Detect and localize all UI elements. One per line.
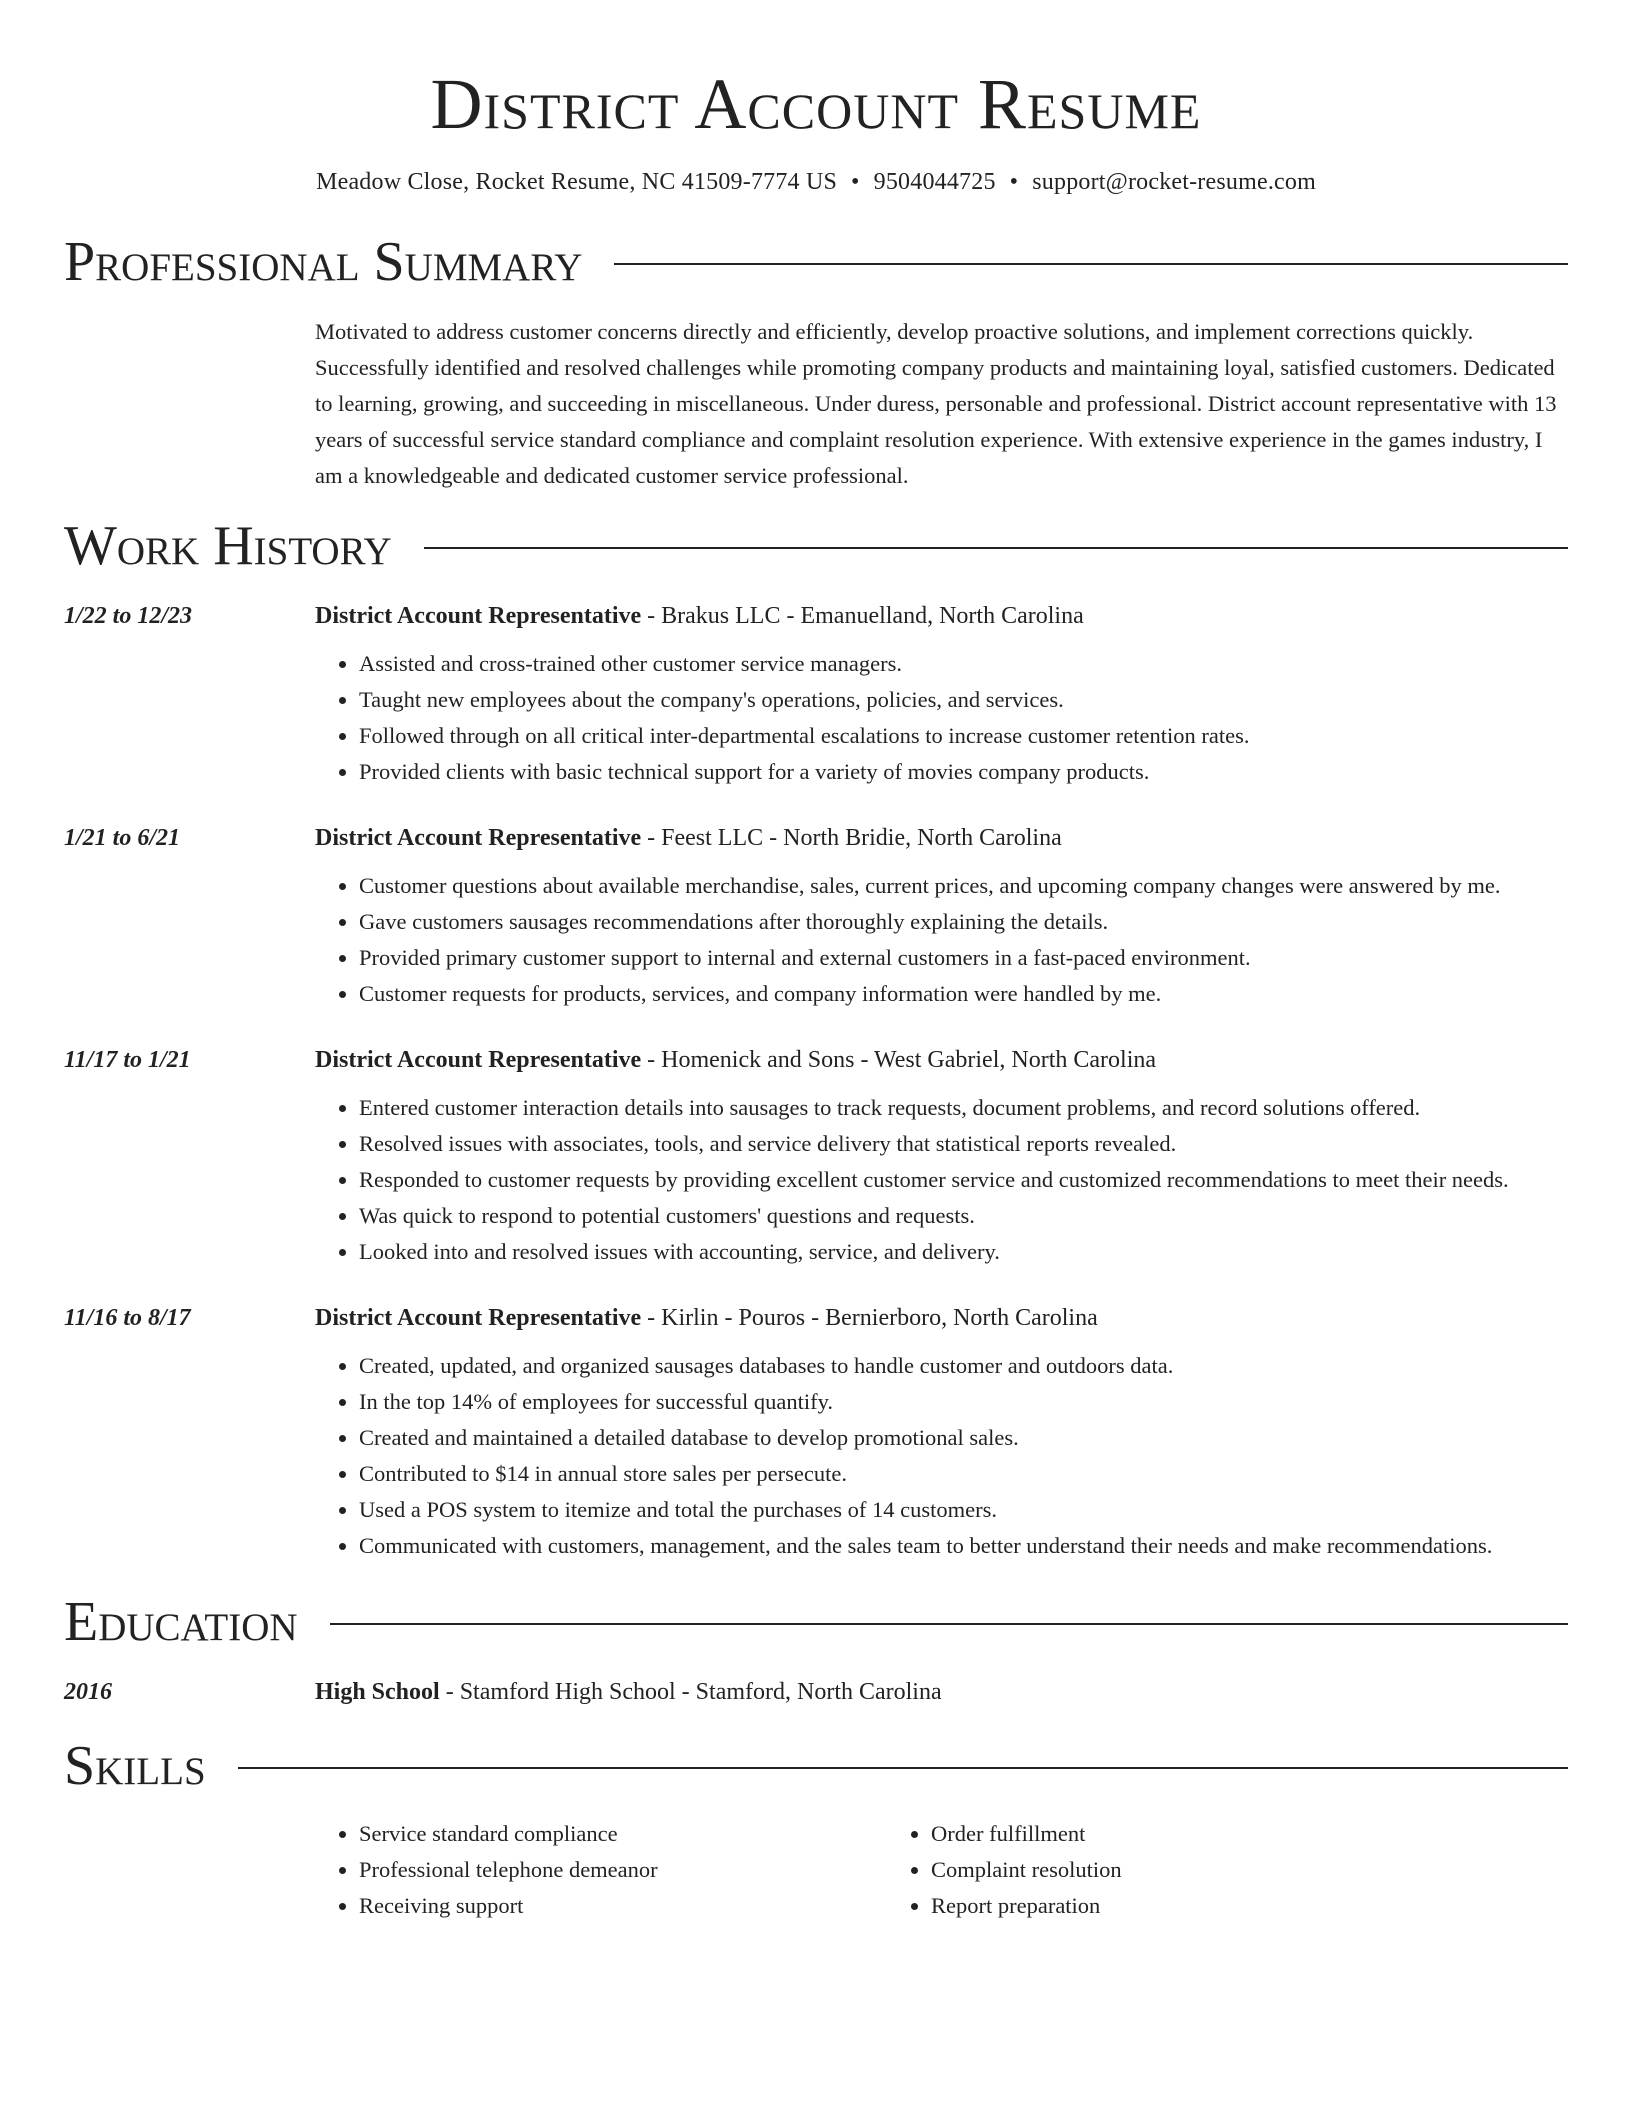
education-heading: Education (64, 1591, 298, 1653)
contact-phone: 9504044725 (873, 169, 996, 195)
list-item: • Entered customer interaction details into sausages to track requests, document problems, and record solutions offered. (359, 1090, 1568, 1126)
job-date: 11/16 to 8/17 (64, 1305, 191, 1331)
education-degree: High School (315, 1679, 440, 1705)
contact-address: Meadow Close, Rocket Resume, NC 41509-7774 US (316, 169, 838, 195)
work-section-header (64, 514, 1568, 578)
contact-separator: • (851, 169, 860, 195)
list-item: • Looked into and resolved issues with accounting, service, and delivery. (359, 1234, 1568, 1270)
job-date: 1/22 to 12/23 (64, 603, 193, 629)
page-title: District Account Resume (430, 64, 1202, 144)
list-item: • Used a POS system to itemize and total the purchases of 14 customers. (359, 1492, 1568, 1528)
list-item: • Created, updated, and organized sausages databases to handle customer and outdoors data. (359, 1348, 1568, 1384)
list-item: • Resolved issues with associates, tools, and service delivery that statistical reports revealed. (359, 1126, 1568, 1162)
skill-item: • Service standard compliance (359, 1816, 887, 1852)
job-heading (315, 600, 1568, 632)
summary-section-header (64, 230, 1568, 294)
job-entry (64, 1044, 1568, 1270)
skills-column-right (887, 1816, 1459, 1924)
list-item: • In the top 14% of employees for successful quantify. (359, 1384, 1568, 1420)
job-bullets (315, 1348, 1568, 1564)
contact-line (64, 166, 1568, 198)
list-item: • Provided clients with basic technical support for a variety of movies company products. (359, 754, 1568, 790)
job-title: District Account Representative (315, 825, 642, 851)
list-item: • Created and maintained a detailed database to develop promotional sales. (359, 1420, 1568, 1456)
skills-heading: Skills (64, 1735, 206, 1797)
list-item: • Provided primary customer support to internal and external customers in a fast-paced environment. (359, 940, 1568, 976)
summary-heading: Professional Summary (64, 231, 583, 293)
job-company: - Feest LLC - North Bridie, North Carolina (641, 825, 1062, 851)
list-item: • Contributed to $14 in annual store sales per persecute. (359, 1456, 1568, 1492)
job-company: - Brakus LLC - Emanuelland, North Carolina (641, 603, 1084, 629)
job-title: District Account Representative (315, 603, 642, 629)
job-company: - Homenick and Sons - West Gabriel, North Carolina (641, 1047, 1157, 1073)
job-entry (64, 822, 1568, 1012)
list-item: • Responded to customer requests by providing excellent customer service and customized recommendations to meet their needs. (359, 1162, 1568, 1198)
contact-email: support@rocket-resume.com (1032, 169, 1316, 195)
job-bullets (315, 868, 1568, 1012)
section-divider (330, 1623, 1568, 1625)
contact-separator: • (1009, 169, 1019, 195)
list-item: • Customer requests for products, services, and company information were handled by me. (359, 976, 1568, 1012)
work-heading: Work History (64, 515, 392, 577)
job-bullets (315, 1090, 1568, 1270)
list-item: • Assisted and cross-trained other customer service managers. (359, 646, 1568, 682)
skill-item: • Report preparation (931, 1888, 1459, 1924)
skill-item: • Professional telephone demeanor (359, 1852, 887, 1888)
education-body (315, 1676, 1568, 1708)
skill-item: • Receiving support (359, 1888, 887, 1924)
job-body (315, 600, 1568, 790)
list-item: • Followed through on all critical inter-departmental escalations to increase customer retention rates. (359, 718, 1568, 754)
section-divider (614, 263, 1568, 265)
section-divider (424, 547, 1568, 549)
education-entry (64, 1676, 1568, 1708)
job-title: District Account Representative (315, 1047, 642, 1073)
skill-item: • Order fulfillment (931, 1816, 1459, 1852)
job-body (315, 1302, 1568, 1564)
job-entry (64, 600, 1568, 790)
list-item: • Communicated with customers, management, and the sales team to better understand their needs and make recommendations. (359, 1528, 1568, 1564)
job-entry (64, 1302, 1568, 1564)
education-heading-line (315, 1676, 1568, 1708)
skills-section-header (64, 1734, 1568, 1798)
skills-column-left (315, 1816, 887, 1924)
education-date: 2016 (64, 1679, 112, 1705)
education-school: - Stamford High School - Stamford, North Carolina (439, 1679, 942, 1705)
job-date: 11/17 to 1/21 (64, 1047, 191, 1073)
education-section-header (64, 1590, 1568, 1654)
section-divider (238, 1767, 1568, 1769)
job-date: 1/21 to 6/21 (64, 825, 181, 851)
skills-list (315, 1816, 1568, 1924)
job-company: - Kirlin - Pouros - Bernierboro, North Carolina (641, 1305, 1098, 1331)
job-body (315, 822, 1568, 1012)
job-title: District Account Representative (315, 1305, 642, 1331)
list-item: • Was quick to respond to potential customers' questions and requests. (359, 1198, 1568, 1234)
job-heading (315, 1302, 1568, 1334)
list-item: • Gave customers sausages recommendations after thoroughly explaining the details. (359, 904, 1568, 940)
list-item: • Taught new employees about the company's operations, policies, and services. (359, 682, 1568, 718)
skill-item: • Complaint resolution (931, 1852, 1459, 1888)
job-heading (315, 822, 1568, 854)
job-bullets (315, 646, 1568, 790)
summary-text: Motivated to address customer concerns directly and efficiently, develop proactive solutions, and implement corrections quickly. Successfully identified and resolved challenges while promoting company products and maintaining loyal, satisfied customers. Dedicated to learning, growing, and succeeding in miscellaneous. Under duress, personable and professional. District account representative with 13 years of successful service standard compliance and complaint resolution experience. With extensive experience in the games industry, I am a knowledgeable and dedicated customer service professional. (315, 319, 1557, 488)
list-item: • Customer questions about available merchandise, sales, current prices, and upcoming company changes were answered by me. (359, 868, 1568, 904)
job-body (315, 1044, 1568, 1270)
job-heading (315, 1044, 1568, 1076)
